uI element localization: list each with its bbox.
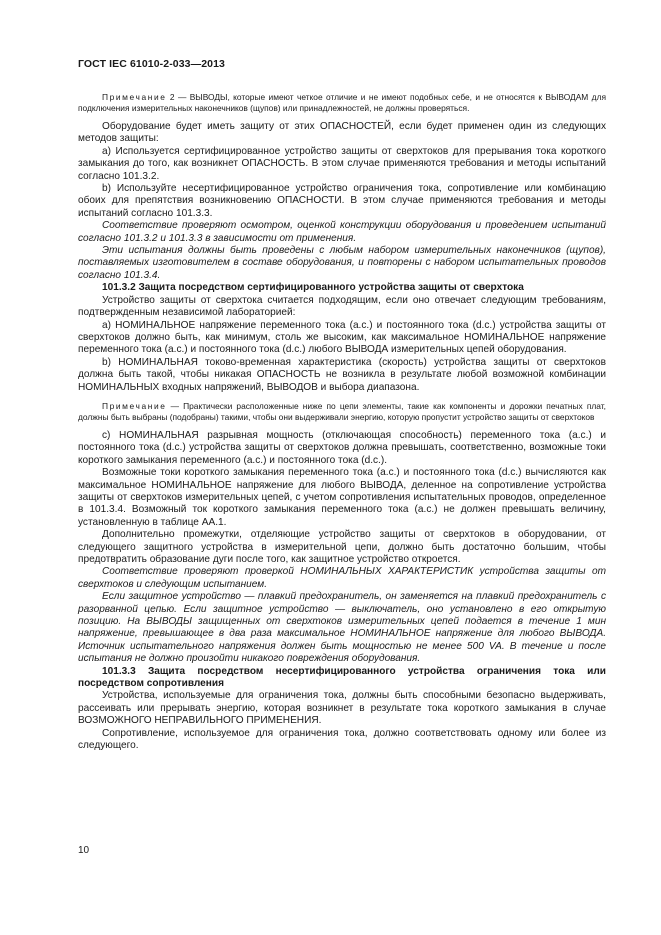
paragraph: Сопротивление, используемое для ограничения тока, должно соответствовать одному или более из следующего. [78, 727, 606, 752]
paragraph: Устройство защиты от сверхтока считается подходящим, если оно отвечает следующим требованиям, подтвержденным независимой лабораторией: [78, 294, 606, 319]
paragraph: Оборудование будет иметь защиту от этих ОПАСНОСТЕЙ, если будет применен один из следующих методов защиты: [78, 121, 606, 145]
compliance-text: Соответствие проверяют осмотром, оценкой конструкции оборудования и проведением испытаний согласно 101.3.2 и 101.3.3 в зависимости от применения. [78, 220, 606, 244]
document-body [78, 92, 606, 753]
list-item-b: b) Используйте несертифицированное устройство ограничения тока, сопротивление или комбинацию обоих для препятствия возникновению ОПАСНОСТИ. В этом случае применяются требования и методы испытаний согласно 101.3.3. [78, 183, 606, 219]
note-text: — Практически расположенные ниже по цепи элементы, такие как компоненты и дорожки печатных плат, должны быть выбраны (подобраны) такими, чтобы они выдерживали энергию, которую пропустит устройство защиты от сверхтоков [78, 400, 606, 422]
list-item-a: а) Используется сертифицированное устройство защиты от сверхтоков для прерывания тока короткого замыкания до того, как возникнет ОПАСНОСТЬ. В этом случае применяются требования и методы испытаний согласно 101.3.2. [78, 145, 606, 182]
paragraph: Дополнительно промежутки, отделяющие устройство защиты от сверхтоков в оборудовании, от следующего защитного устройства в измерительной цепи, должно быть достаточно большим, чтобы предотвратить образование дуги после того, как защитное устройство откроется. [78, 529, 606, 565]
paragraph: Устройства, используемые для ограничения тока, должны быть способными безопасно выдерживать, рассеивать или прерывать энергию, которая возникнет в результате тока короткого замыкания в случае ВОЗМОЖНОГО НЕПРАВИЛЬНОГО ПРИМЕНЕНИЯ. [78, 690, 606, 727]
page-number: 10 [78, 845, 90, 856]
note-text: 2 — ВЫВОДЫ, которые имеют четкое отличие и не имеют подобных себе, и не относятся к ВЫВОДАМ для подключения измерительных наконечников (щупов) или принадлежностей, не должны проверяться. [78, 92, 606, 113]
list-item-c: с) НОМИНАЛЬНАЯ разрывная мощность (отключающая способность) переменного тока (a.c.) и постоянного тока (d.c.) устройства защиты от сверхтоков должна превышать, соответственно, возможные токи короткого замыкания переменного (a.c.) и постоянного тока (d.c.). [78, 429, 606, 466]
paragraph: Возможные токи короткого замыкания переменного тока (a.c.) и постоянного тока (d.c.) вычисляются как максимальное НОМИНАЛЬНОЕ напряжение для любого ВЫВОДА, деленное на сопротивление устройства защиты от сверхтоков измерительных цепей, с учетом сопротивления испытательных проводов, определенное в 101.3.4. Возможный ток короткого замыкания переменного тока (a.c.) не должен превышать величину, установленную в таблице АА.1. [78, 467, 606, 528]
section-heading-101-3-2: 101.3.2 Защита посредством сертифицированного устройства защиты от сверхтока [102, 282, 524, 294]
compliance-text: Соответствие проверяют проверкой НОМИНАЛЬНЫХ ХАРАКТЕРИСТИК устройства защиты от сверхтоков и следующим испытанием. [78, 566, 606, 590]
note-paragraph [78, 401, 606, 423]
test-procedure-text: Если защитное устройство — плавкий предохранитель, он заменяется на плавкий предохранитель с разорванной цепью. Если защитное устройство — выключатель, оно установлено в его открытую позицию. На ВЫВОДЫ защищенных от сверхтоков измерительных цепей подается в течение 1 мин напряжение, превышающее в два раза максимальное НОМИНАЛЬНОЕ напряжение для любого ВЫВОДА. Источник испытательного напряжения должен быть мощностью не менее 500 VA. В течение и после испытания не должно произойти никакого повреждения оборудования. [78, 591, 606, 665]
note-paragraph [78, 92, 606, 114]
compliance-text: Эти испытания должны быть проведены с любым набором измерительных наконечников (щупов), поставляемых изготовителем в составе оборудования, и повторены с набором испытательных проводов согласно 101.3.4. [78, 245, 606, 281]
section-heading-101-3-3: 101.3.3 Защита посредством несертифицированного устройства ограничения тока или посредством сопротивления [78, 665, 606, 690]
note-label: Примечание [102, 400, 167, 411]
note-label: Примечание [102, 92, 167, 102]
document-header: ГОСТ IEC 61010-2-033—2013 [78, 58, 225, 70]
list-item-b: b) НОМИНАЛЬНАЯ токово-временная характеристика (скорость) устройства защиты от сверхтоков должна быть такой, чтобы никакая ОПАСНОСТЬ не возникла в результате любой возможной комбинации НОМИНАЛЬНЫХ входных напряжений, ВЫВОДОВ и выбора диапазона. [78, 356, 606, 393]
list-item-a: а) НОМИНАЛЬНОЕ напряжение переменного тока (a.c.) и постоянного тока (d.c.) устройства защиты от сверхтоков должно быть, как минимум, столь же высоким, как максимальное НОМИНАЛЬНОЕ напряжение переменного тока (a.c.) и постоянного тока (d.c.) любого ВЫВОДА измерительных цепей оборудования. [78, 319, 606, 356]
